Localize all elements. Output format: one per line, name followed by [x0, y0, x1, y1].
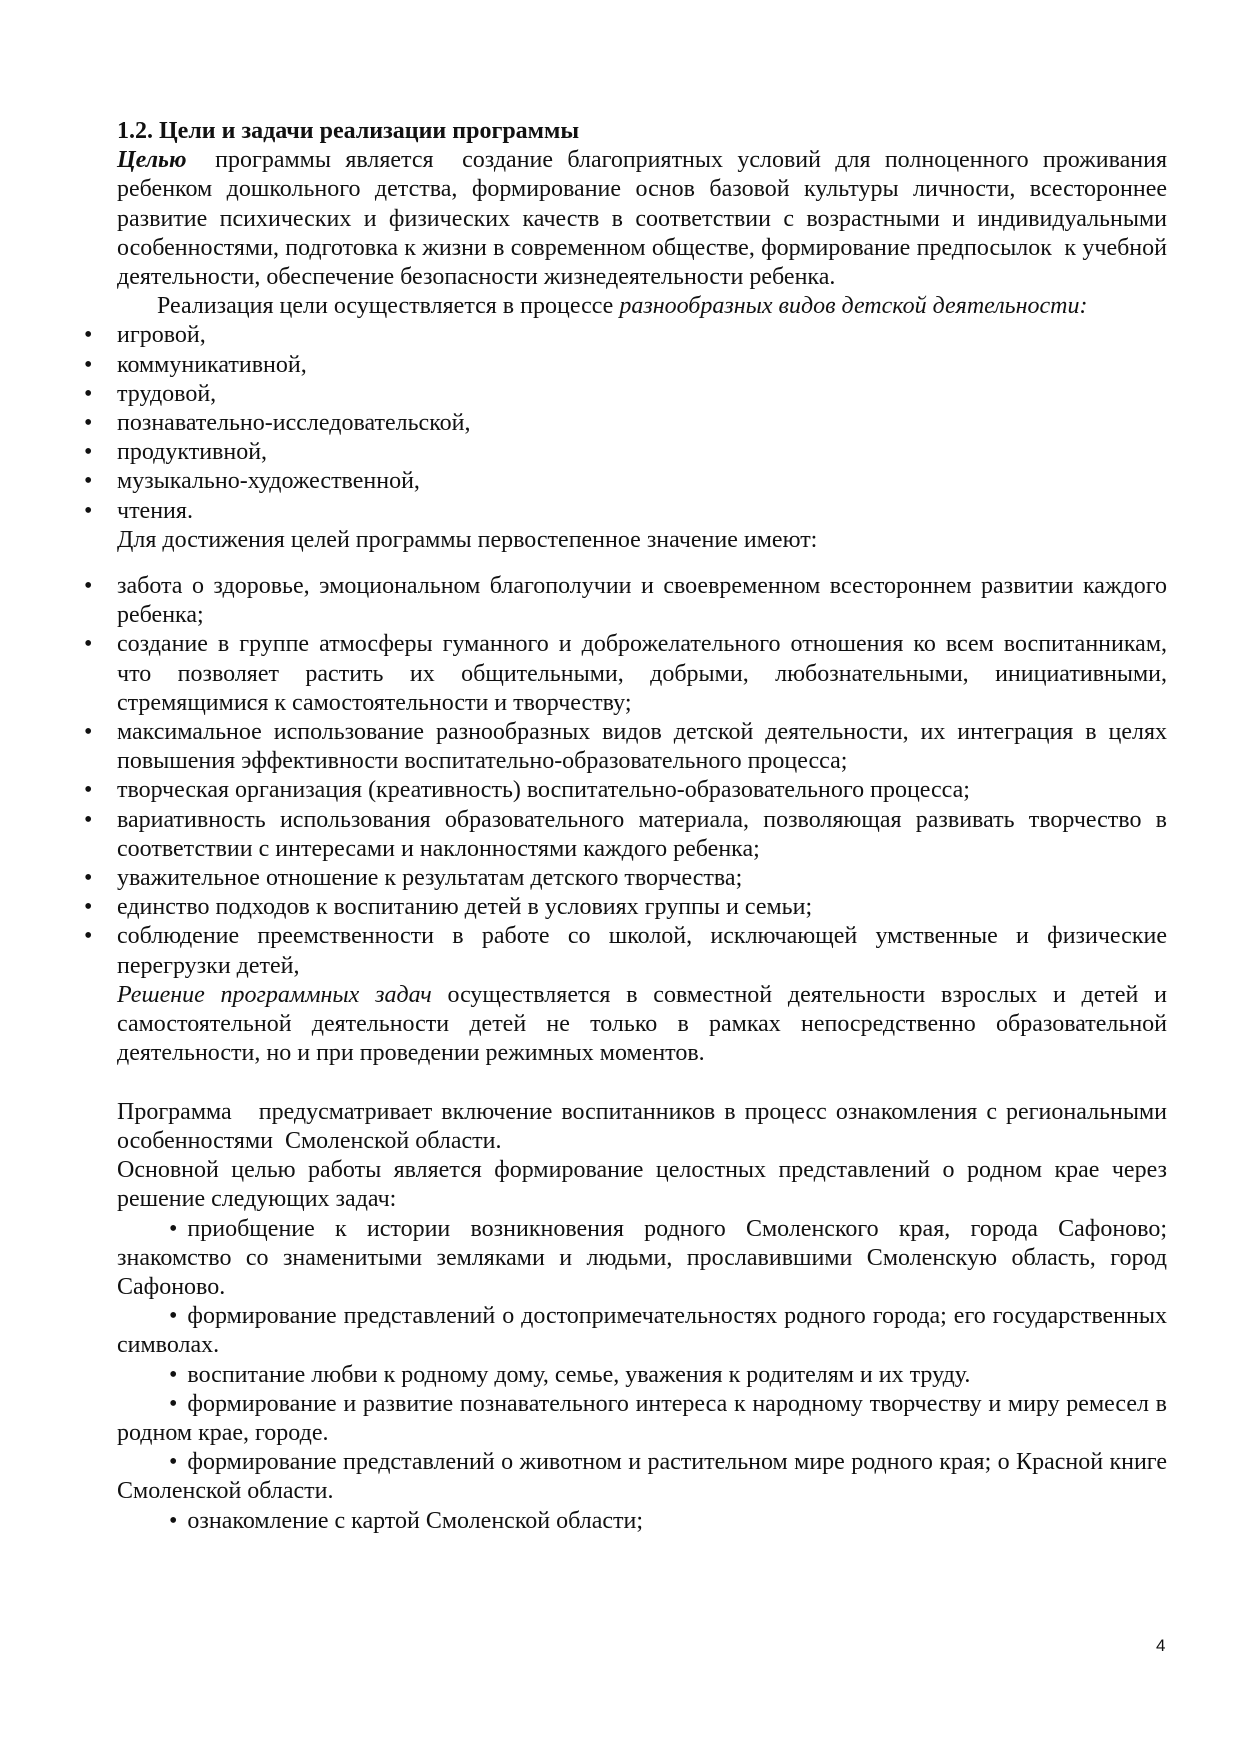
bullet-icon: • — [84, 468, 93, 495]
bullet-icon: • — [84, 777, 93, 804]
bullet-icon: • — [84, 719, 93, 746]
list-item-text: создание в группе атмосферы гуманного и доброжелательного отношения ко всем воспитанникам, что позволяет растить их общительными, добрыми, любознательными, инициативными, стремящимися к самостоятельности и творчеству; — [117, 631, 1167, 716]
list-item-text: единство подходов к воспитанию детей в условиях группы и семьи; — [117, 894, 813, 921]
list-item-text: соблюдение преемственности в работе со школой, исключающей умственные и физические перегрузки детей, — [117, 923, 1167, 979]
list-item — [84, 321, 1167, 350]
list-item-text: творческая организация (креативность) воспитательно-образовательного процесса; — [117, 777, 970, 804]
section-heading: 1.2. Цели и задачи реализации программы — [117, 118, 580, 144]
bullet-icon: • — [84, 865, 93, 892]
list-item — [84, 572, 1167, 630]
bullet-icon: • — [84, 894, 93, 921]
bullet-icon: • — [169, 1303, 178, 1330]
list-item-text: познавательно-исследовательской, — [117, 410, 471, 437]
list-item — [84, 718, 1167, 776]
solution-text: осуществляется в совместной деятельности взрослых и детей и самостоятельной деятельности детей не только в рамках непосредственно образовательной деятельности, но и при проведении режимных моментов. — [117, 981, 1167, 1067]
bullet-icon: • — [84, 410, 93, 437]
regional-paragraph: Программа предусматривает включение воспитанников в процесс ознакомления с региональными особенностями Смоленской области. — [117, 1098, 1173, 1154]
bullet-icon: • — [84, 923, 93, 950]
task-item — [117, 1215, 1167, 1303]
bullet-icon: • — [84, 351, 93, 378]
task-text: приобщение к истории возникновения родного Смоленского края, города Сафоново; знакомство со знаменитыми земляками и людьми, прославившими Смоленскую область, город Сафоново. — [117, 1215, 1167, 1300]
realization-italic: разнообразных видов детской деятельности: — [619, 293, 1088, 320]
list-item-text: чтения. — [117, 497, 193, 524]
list-item — [84, 409, 1167, 438]
bullet-icon: • — [84, 631, 93, 658]
bullet-icon: • — [169, 1215, 178, 1242]
list-item-text: продуктивной, — [117, 439, 268, 466]
task-item — [117, 1390, 1167, 1448]
list-item-text: игровой, — [117, 322, 206, 349]
list-item — [84, 497, 1167, 526]
list-item — [84, 438, 1167, 467]
list-item — [84, 864, 1167, 893]
list-item — [84, 380, 1167, 409]
bullet-icon: • — [84, 380, 93, 407]
list-item-text: трудовой, — [117, 380, 217, 407]
list-item — [84, 630, 1167, 718]
list-item-text: забота о здоровье, эмоциональном благополучии и своевременном всестороннем развитии каждого ребенка; — [117, 573, 1167, 629]
list-item-text: коммуникативной, — [117, 351, 307, 378]
solution-italic: Решение программных задач — [117, 981, 432, 1008]
bullet-icon: • — [84, 497, 93, 524]
realization-text: Реализация цели осуществляется в процессе — [157, 293, 620, 320]
activities-list — [84, 321, 1167, 525]
list-item — [84, 467, 1167, 496]
realization-paragraph — [117, 292, 1167, 321]
task-item — [117, 1507, 1167, 1536]
task-item — [117, 1302, 1167, 1360]
list-item — [84, 351, 1167, 380]
list-item — [84, 776, 1167, 805]
task-text: формирование представлений о животном и растительном мире родного края; о Красной книге Смоленской области. — [117, 1449, 1167, 1505]
list-item — [84, 806, 1167, 864]
document-page — [84, 117, 1173, 1536]
bullet-icon: • — [84, 439, 93, 466]
list-item-text: музыкально-художественной, — [117, 468, 420, 495]
list-item-text: уважительное отношение к результатам детского творчества; — [117, 865, 743, 892]
task-item — [117, 1361, 1167, 1390]
list-item-text: вариативность использования образовательного материала, позволяющая развивать творчество в соответствии с интересами и наклонностями каждого ребенка; — [117, 806, 1167, 862]
bullet-icon: • — [84, 806, 93, 833]
bullet-icon: • — [169, 1507, 178, 1534]
bullet-icon: • — [84, 573, 93, 600]
goal-text: программы является создание благоприятных условий для полноценного проживания ребенком дошкольного детства, формирование основ базовой культуры личности, всестороннее развитие психических и физических качеств в соответствии с возрастными и индивидуальными особенностями, подготовка к жизни в современном обществе, формирование предпосылок к учебной деятельности, обеспечение безопасности жизнедеятельности ребенка. — [117, 147, 1173, 291]
task-text: ознакомление с картой Смоленской области; — [187, 1507, 644, 1534]
solution-paragraph — [117, 981, 1167, 1069]
bullet-icon: • — [84, 322, 93, 349]
task-text: формирование представлений о достопримечательностях родного города; его государственных символах. — [117, 1303, 1167, 1359]
priorities-list — [84, 572, 1167, 981]
bullet-icon: • — [169, 1361, 178, 1388]
list-item — [84, 922, 1167, 980]
task-text: формирование и развитие познавательного интереса к народному творчеству и миру ремесел в родном крае, городе. — [117, 1390, 1167, 1446]
goal-lead: Целью — [117, 147, 187, 174]
goal-paragraph — [117, 146, 1173, 292]
page-number: 4 — [1156, 1636, 1166, 1655]
list-item — [84, 893, 1167, 922]
bullet-icon: • — [169, 1390, 178, 1417]
task-text: воспитание любви к родному дому, семье, уважения к родителям и их труду. — [187, 1361, 971, 1388]
task-item — [117, 1448, 1167, 1506]
main-goal-paragraph: Основной целью работы является формирование целостных представлений о родном крае через решение следующих задач: — [117, 1157, 1167, 1213]
bullet-icon: • — [169, 1449, 178, 1476]
priorities-intro: Для достижения целей программы первостепенное значение имеют: — [117, 526, 818, 553]
list-item-text: максимальное использование разнообразных видов детской деятельности, их интеграция в целях повышения эффективности воспитательно-образовательного процесса; — [117, 719, 1167, 775]
